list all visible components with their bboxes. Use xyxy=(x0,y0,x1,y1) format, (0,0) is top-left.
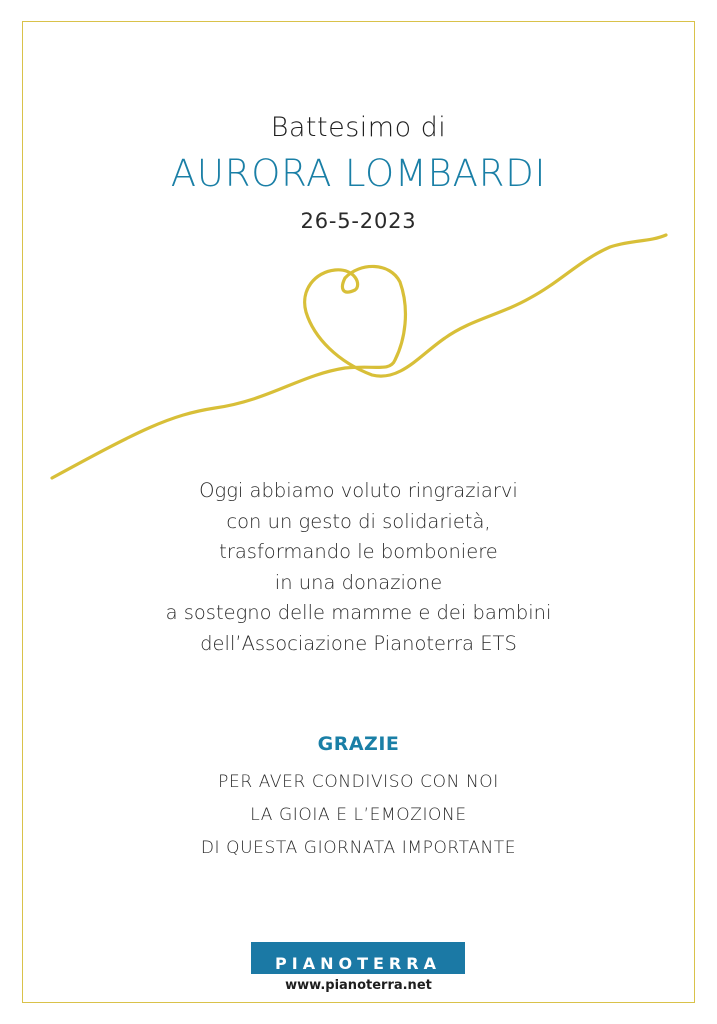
message-block xyxy=(0,476,717,659)
thanks-title: GRAZIE xyxy=(317,733,400,755)
website-link[interactable]: www.pianoterra.net xyxy=(285,978,432,993)
title-line: Battesimo di xyxy=(270,112,447,143)
message-line: Oggi abbiamo voluto ringraziarvi xyxy=(199,479,518,502)
message-line: a sostegno delle mamme e dei bambini xyxy=(165,601,552,624)
pianoterra-logo xyxy=(251,942,465,974)
logo-text: PIANOTERRA xyxy=(275,953,441,973)
thanks-line: LA GIOIA E L’EMOZIONE xyxy=(250,805,467,825)
message-line: in una donazione xyxy=(274,570,443,594)
message-line: trasformando le bomboniere xyxy=(219,540,498,563)
message-line: dell’Associazione Pianoterra ETS xyxy=(200,631,517,655)
ceremony-date: 26-5-2023 xyxy=(300,209,417,233)
message-line: con un gesto di solidarietà, xyxy=(226,509,491,533)
thanks-line: PER AVER CONDIVISO CON NOI xyxy=(218,772,499,792)
child-name: AURORA LOMBARDI xyxy=(170,152,547,195)
thanks-block xyxy=(0,766,717,865)
thanks-line: DI QUESTA GIORNATA IMPORTANTE xyxy=(200,838,517,858)
